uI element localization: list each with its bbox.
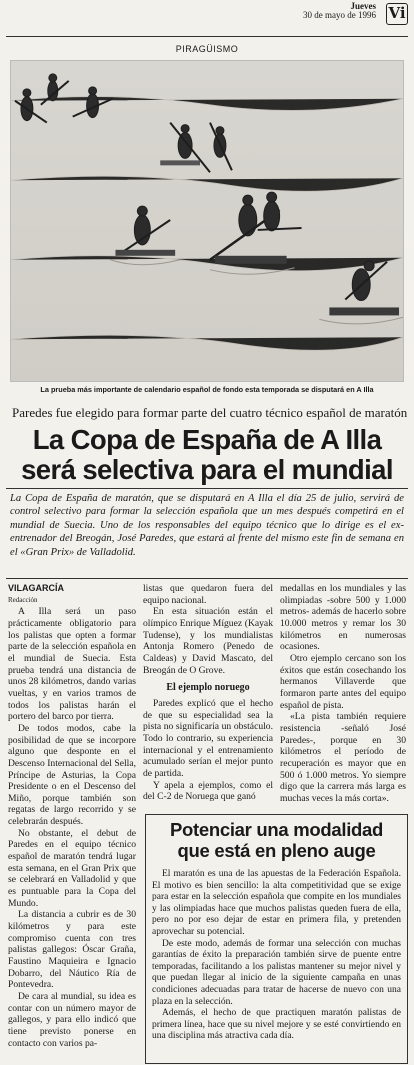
sidebar-title-line-2: que está en pleno auge xyxy=(177,840,376,861)
headline-rule xyxy=(6,488,408,489)
headline-line-1: La Copa de España de A Illa xyxy=(32,424,382,455)
col1-paragraph: De cara al mundial, su idea es contar con un número mayor de gallegos, y para ello indicó que tiene previsto ponerse en contacto con varios pa- xyxy=(8,990,136,1049)
sidebar-paragraph: De este modo, además de formar una selección con muchas garantías de éxito la preparación también sirve de puente entre temporadas, facilitando a los palistas mantener su mejor nivel y que puedan llegar al inicio de la siguiente campaña en unas condiciones adecuadas para tratar de hacerse de nuevo con una plaza en la selección. xyxy=(152,938,401,1007)
col3-paragraph: medallas en los mundiales y las olimpiadas -sobre 500 y 1.000 metros- además de hacerlo sobre 10.000 metros y remar los 30 kilómetros en numerosas ocasiones. xyxy=(280,583,406,653)
article-column-1 xyxy=(8,583,136,1049)
photo-caption: La prueba más importante de calendario español de fondo esta temporada se disputará en A Illa xyxy=(40,385,374,394)
col1-paragraph: No obstante, el debut de Paredes en el equipo técnico español de maratón tendrá lugar esta semana, en el Gran Prix que se celebrará en Valladolid y que es puntuable para la Copa del Mundo. xyxy=(8,827,136,909)
byline-place: VILAGARCÍA xyxy=(8,583,64,593)
col2-paragraph: Y apela a ejemplos, como el del C-2 de Noruega que ganó xyxy=(143,779,273,803)
col1-paragraph: La distancia a cubrir es de 30 kilómetros y para este compromiso cuenta con tres palistas gallegos: Óscar Graña, Faustino Maquieira e Ignacio Dobarro, del Náutico Ría de Pontevedra. xyxy=(8,909,136,991)
sidebar-title xyxy=(152,819,401,861)
issue-date xyxy=(303,2,376,20)
col3-paragraph: Otro ejemplo cercano son los éxitos que están cosechando los hermanos Villaverde que formaron parte antes del equipo español de pista. xyxy=(280,652,406,711)
col2-paragraph: Paredes explicó que el hecho de que su especialidad sea la pista no significaría un obstáculo. Todo lo contrario, su experiencia internacional y el entrenamiento acumulado serían el mejor punto de partida. xyxy=(143,697,273,779)
photo-image xyxy=(11,61,403,381)
article-lead: La Copa de España de maratón, que se disputará en A Illa el día 25 de julio, servirá de control selectivo para formar la selección española que un mes después competirá en el mundial de Suecia. Uno de los responsables del equipo técnico que lo dirige es el ex-entrenador del Breogán, José Paredes, que estará al frente del mismo este fin de semana en el «Gran Prix» de Valladolid. xyxy=(10,493,404,558)
lead-rule xyxy=(6,578,408,579)
col1-paragraph: A Illa será un paso prácticamente obligatorio para los palistas que opten a formar parte de la selección española en el mundial de Suecia. Esta prueba tendrá una distancia de unos 28 kilómetros, dando varias vueltas, y en varios tramos de todos los palistas harán el portero del barco por tierra. xyxy=(8,606,136,723)
sidebar-paragraph: Además, el hecho de que practiquen maratón palistas de primera línea, hace que su nivel mejore y se esté convirtiendo en una disciplina más atractiva cada día. xyxy=(152,1008,401,1042)
newspaper-logo-icon: Vi xyxy=(386,3,408,25)
subheading: El ejemplo noruego xyxy=(166,682,250,694)
col3-paragraph: «La pista también requiere resistencia -señaló José Paredes-, porque en 30 kilómetros el período de recuperación es mayor que en 500 ó 1.000 metros. Yo siempre digo que la carrera más larga es muchas veces la más corta». xyxy=(280,711,406,804)
article-headline xyxy=(8,425,406,485)
byline-agency: Redacción xyxy=(8,595,38,604)
col2-paragraph: listas que quedaron fuera del equipo nacional. xyxy=(143,583,273,606)
col2-paragraph: En esta situación están el olímpico Enrique Míguez (Kayak Tudense), y los mundialistas Antonja Romero (Penedo de Caldeas) y David Mascato, del Breogán de O Grove. xyxy=(143,606,273,676)
article-kicker: Paredes fue elegido para formar parte del cuatro técnico español de maratón xyxy=(12,405,408,420)
sidebar-paragraph: El maratón es una de las apuestas de la Federación Española. El motivo es bien sencillo: la alta competitividad que se exige para estar en la selección española que compite en los mundiales y las olimpiadas hace que muchos palistas queden fuera de ella, pero no por eso dejar de estar en primera fila, y pretenden aprovechar su potencial. xyxy=(152,869,401,937)
top-rule xyxy=(6,36,408,37)
sidebar-title-line-1: Potenciar una modalidad xyxy=(169,819,384,840)
col1-paragraph: De todos modos, cabe la posibilidad de que se incorpore alguno que desponte en el Descenso Internacional del Sella, Príncipe de Asturias, la Copa Presidente o en el Descenso del Miño, porque también son regatas de largo recorrido y se celebrarán después. xyxy=(8,722,136,828)
headline-line-2: será selectiva para el mundial xyxy=(21,454,393,485)
article-column-3 xyxy=(280,583,406,804)
article-column-2 xyxy=(143,583,273,803)
sidebar-box xyxy=(145,814,408,1064)
issue-date-text: 30 de mayo de 1996 xyxy=(303,10,376,20)
kayak-race-photo xyxy=(10,60,404,382)
issue-day: Jueves xyxy=(350,1,376,11)
section-label-text: PIRAGÜISMO xyxy=(172,44,243,54)
section-label xyxy=(0,44,414,54)
